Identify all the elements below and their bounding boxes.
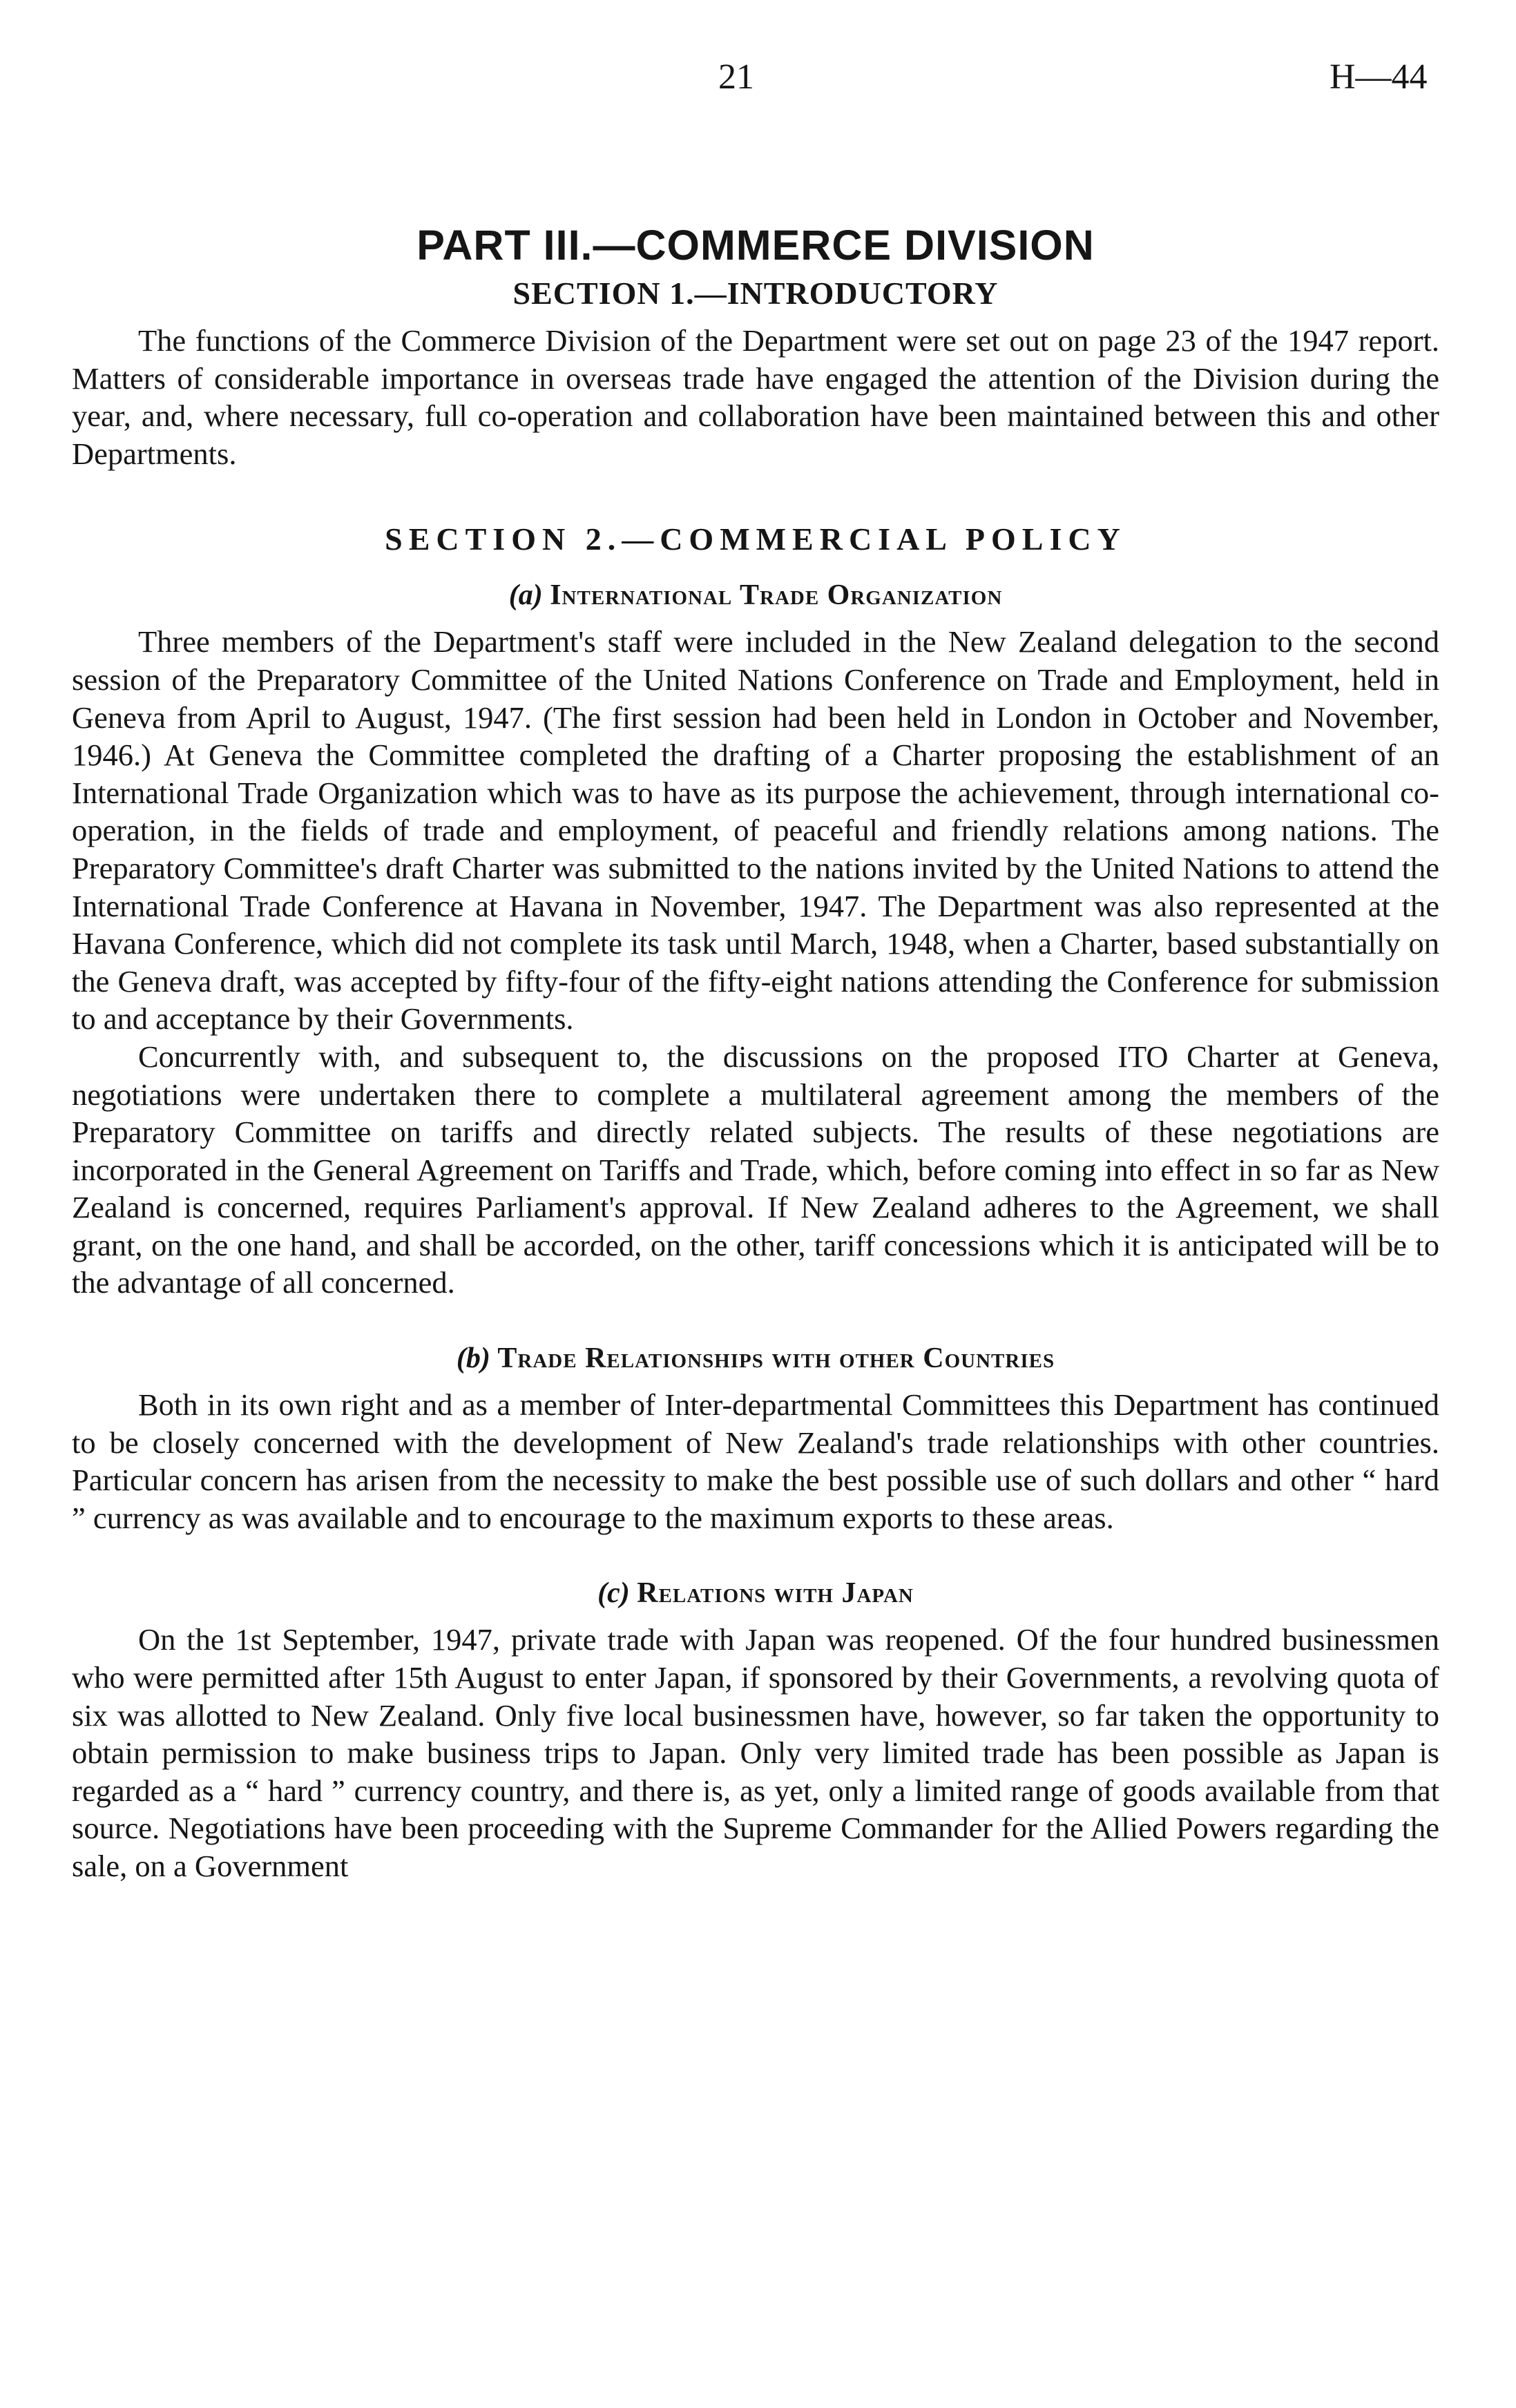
subsection-c-marker: (c) <box>597 1577 630 1610</box>
section-2-heading: SECTION 2.—COMMERCIAL POLICY <box>385 521 1126 557</box>
subsection-c-paragraph: On the 1st September, 1947, private trade with Japan was reopened. Of the four hundred businessmen who were permitted after 15th August to enter Japan, if sponsored by their Governments, a revolving quota of six was allotted to New Zealand. Only five local businessmen have, however, so far taken the opportunity to obtain permission to make business trips to Japan. Only very limited trade has been possible as Japan is regarded as a “ hard ” currency country, and there is, as yet, only a limited range of goods available from that source. Negotiations have been proceeding with the Supreme Commander for the Allied Powers regarding the sale, on a Government <box>72 1622 1439 1883</box>
document-body <box>72 221 1439 1885</box>
subsection-b-paragraph: Both in its own right and as a member of Inter-departmental Committees this Department has continued to be closely concerned with the development of New Zealand's trade relationships with other countries. Particular concern has arisen from the necessity to make the best possible use of such dollars and other “ hard ” currency as was available and to encourage to the maximum exports to these areas. <box>72 1387 1439 1535</box>
subsection-b-title: Trade Relationships with other Countries <box>497 1342 1055 1375</box>
subsection-b-heading <box>72 1340 1439 1376</box>
section-1-paragraph: The functions of the Commerce Division of the Department were set out on page 23 of the 1947 report. Matters of considerable importance in overseas trade have engaged the attention of the Division during the year, and, where necessary, full co-operation and collaboration have been maintained between this and other Departments. <box>72 323 1439 471</box>
part-title: PART III.—COMMERCE DIVISION <box>416 222 1095 269</box>
subsection-b-marker: (b) <box>456 1342 490 1375</box>
paper-code: H—44 <box>1330 57 1428 97</box>
page-number: 21 <box>718 57 754 97</box>
subsection-a-paragraph-2: Concurrently with, and subsequent to, the discussions on the proposed ITO Charter at Geneva, negotiations were undertaken there to complete a multilateral agreement among the members of the Preparatory Committee on tariffs and directly related subjects. The results of these negotiations are incorporated in the General Agreement on Tariffs and Trade, which, before coming into effect in so far as New Zealand is concerned, requires Parliament's approval. If New Zealand adheres to the Agreement, we shall grant, on the one hand, and shall be accorded, on the other, tariff concessions which it is anticipated will be to the advantage of all concerned. <box>72 1039 1439 1300</box>
subsection-a-heading <box>72 577 1439 613</box>
subsection-a-marker: (a) <box>508 579 543 612</box>
subsection-a-title: International Trade Organization <box>550 579 1003 612</box>
section-1-heading: SECTION 1.—INTRODUCTORY <box>512 276 999 311</box>
subsection-c-title: Relations with Japan <box>637 1577 914 1610</box>
subsection-c-heading <box>72 1575 1439 1611</box>
subsection-a-paragraph-1: Three members of the Department's staff were included in the New Zealand delegation to the second session of the Preparatory Committee of the United Nations Conference on Trade and Employment, held in Geneva from April to August, 1947. (The first session had been held in London in October and November, 1946.) At Geneva the Committee completed the drafting of a Charter proposing the establishment of an International Trade Organization which was to have as its purpose the achievement, through international co-operation, in the fields of trade and employment, of peaceful and friendly relations among nations. The Preparatory Committee's draft Charter was submitted to the nations invited by the United Nations to attend the International Trade Conference at Havana in November, 1947. The Department was also represented at the Havana Conference, which did not complete its task until March, 1948, when a Charter, based substantially on the Geneva draft, was accepted by fifty-four of the fifty-eight nations attending the Conference for submission to and acceptance by their Governments. <box>72 624 1439 1037</box>
page-header <box>0 57 1516 119</box>
